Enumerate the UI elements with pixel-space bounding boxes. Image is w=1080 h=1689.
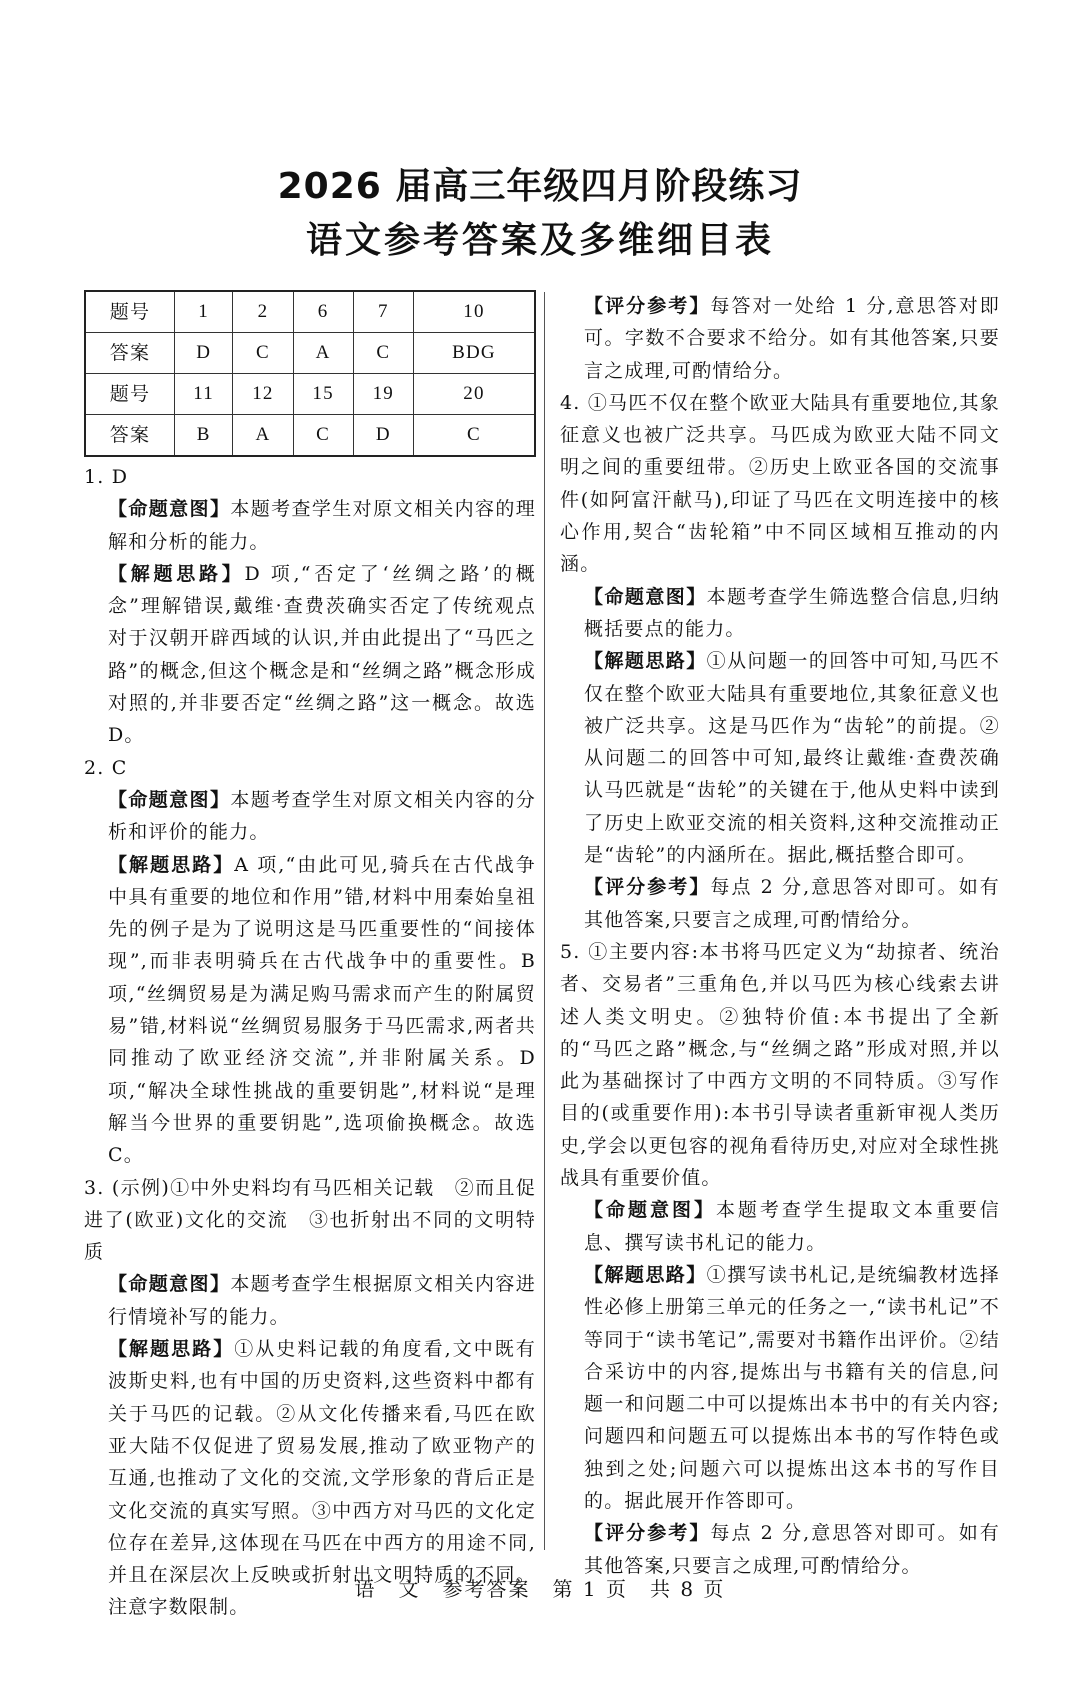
answer-table-cell: D: [353, 415, 413, 457]
q5-scoring: 【评分参考】每点 2 分,意思答对即可。如有其他答案,只要言之成理,可酌情给分。: [584, 1522, 1000, 1577]
answer-table-cell: C: [413, 415, 535, 457]
intent-tag: 【命题意图】: [108, 788, 231, 811]
answer-table-cell: BDG: [413, 333, 535, 374]
page-footer: 语 文 参考答案 第 1 页 共 8 页: [354, 1577, 726, 1601]
q2-intent: 【命题意图】本题考查学生对原文相关内容的分析和评价的能力。: [108, 788, 536, 844]
thinking-tag: 【解题思路】: [584, 1263, 707, 1286]
q5-answer: 5. ①主要内容:本书将马匹定义为“劫掠者、统治者、交易者”三重角色,并以马匹为核心线索去讲述人类文明史。②独特价值:本书提出了全新的“马匹之路”概念,与“丝绸之路”形成对照,并以此为基础探讨了中西方文明的不同特质。③写作目的(或重要作用):本书引导读者重新审视人类历史,学会以更包容的视角看待历史,对应对全球性挑战具有重要价值。: [560, 940, 1000, 1190]
q1-answer: 1. D: [84, 466, 129, 488]
answer-table-cell: 1: [175, 291, 233, 333]
answer-table-cell: 10: [413, 291, 535, 333]
answer-table-cell: 6: [293, 291, 353, 333]
column-divider: [544, 292, 545, 1550]
page-subtitle: 语文参考答案及多维细目表: [305, 220, 774, 261]
answer-table-row: [85, 374, 535, 415]
scoring-tag: 【评分参考】: [584, 1522, 711, 1545]
answer-table-row: [85, 415, 535, 457]
question-5: [560, 936, 1000, 1582]
question-2: [84, 752, 536, 1172]
answer-table-cell: A: [233, 415, 293, 457]
q5-intent: 【命题意图】本题考查学生提取文本重要信息、撰写读书札记的能力。: [584, 1199, 1000, 1254]
question-1: [84, 461, 536, 752]
q3-intent: 【命题意图】本题考查学生根据原文相关内容进行情境补写的能力。: [108, 1273, 536, 1328]
intent-tag: 【命题意图】: [108, 498, 231, 521]
q2-answer: 2. C: [84, 756, 128, 779]
intent-tag: 【命题意图】: [584, 1199, 716, 1222]
q4-thinking: 【解题思路】①从问题一的回答中可知,马匹不仅在整个欧亚大陆具有重要地位,其象征意义也被广泛共享。这是马匹作为“齿轮”的前提。②从问题二的回答中可知,最终让戴维·查费茨确认马匹就是“齿轮”的关键在于,他从史料中读到了历史上欧亚交流的相关资料,这种交流推动正是“齿轮”的内涵所在。据此,概括整合即可。: [584, 650, 1001, 867]
scoring-tag: 【评分参考】: [584, 876, 711, 899]
question-4: [560, 387, 1000, 936]
intent-tag: 【命题意图】: [584, 585, 707, 608]
q3-answer: 3. (示例)①中外史料均有马匹相关记载 ②而且促进了(欧亚)文化的交流 ③也折射出不同的文明特质: [84, 1176, 536, 1264]
answer-table-cell: 11: [175, 374, 233, 415]
q3-scoring: 【评分参考】每答对一处给 1 分,意思答对即可。字数不合要求不给分。如有其他答案,只要言之成理,可酌情给分。: [584, 295, 1000, 382]
left-column: [84, 290, 536, 1624]
answer-table-cell: D: [175, 333, 233, 374]
answer-table-cell: 7: [353, 291, 413, 333]
q5-thinking: 【解题思路】①撰写读书札记,是统编教材选择性必修上册第三单元的任务之一,“读书札记”不等同于“读书笔记”,需要对书籍作出评价。②结合采访中的内容,提炼出与书籍有关的信息,问题一和问题二中可以提炼出本书中的有关内容;问题四和问题五可以提炼出本书的写作特色或独到之处;问题六可以提炼出这本书的写作目的。据此展开作答即可。: [584, 1263, 1001, 1512]
right-column: [560, 290, 1000, 1582]
answer-table-cell: B: [175, 415, 233, 457]
answer-table-cell: 19: [353, 374, 413, 415]
q4-scoring: 【评分参考】每点 2 分,意思答对即可。如有其他答案,只要言之成理,可酌情给分。: [584, 876, 1000, 931]
thinking-tag: 【解题思路】: [108, 562, 245, 585]
answer-table-header-cell: 答案: [85, 333, 175, 374]
scoring-tag: 【评分参考】: [584, 295, 711, 317]
q1-thinking: 【解题思路】D 项,“否定了‘丝绸之路’的概念”理解错误,戴维·查费茨确实否定了传统观点对于汉朝开辟西域的认识,并由此提出了“马匹之路”的概念,但这个概念是和“丝绸之路”概念形成对照的,并非要否定“丝绸之路”这一概念。故选 D。: [108, 562, 536, 747]
q3-thinking: 【解题思路】①从史料记载的角度看,文中既有波斯史料,也有中国的历史资料,这些资料中都有关于马匹的记载。②从文化传播来看,马匹在欧亚大陆不仅促进了贸易发展,推动了欧亚物产的互通,也推动了文化的交流,文学形象的背后正是文化交流的真实写照。③中西方对马匹的文化定位存在差异,这体现在马匹在中西方的用途不同,并且在深层次上反映或折射出文明特质的不同。注意字数限制。: [108, 1338, 536, 1619]
page-title: 2026 届高三年级四月阶段练习: [277, 166, 803, 207]
answer-table-header-cell: 题号: [85, 291, 175, 333]
q1-intent: 【命题意图】本题考查学生对原文相关内容的理解和分析的能力。: [108, 498, 536, 553]
answer-table-header-cell: 答案: [85, 415, 175, 457]
answer-table-cell: A: [293, 333, 353, 374]
answer-table-cell: C: [293, 415, 353, 457]
q4-answer: 4. ①马匹不仅在整个欧亚大陆具有重要地位,其象征意义也被广泛共享。马匹成为欧亚大陆不同文明之间的重要纽带。②历史上欧亚各国的交流事件(如阿富汗献马),印证了马匹在文明连接中的核心作用,契合“齿轮箱”中不同区域相互推动的内涵。: [560, 391, 1000, 576]
answer-table-cell: 15: [293, 374, 353, 415]
thinking-tag: 【解题思路】: [584, 650, 707, 673]
answer-table-row: [85, 333, 535, 374]
answer-table-header-cell: 题号: [85, 374, 175, 415]
question-3: [84, 1172, 536, 1624]
answer-table-cell: 20: [413, 374, 535, 415]
answer-table: [84, 290, 536, 457]
answer-table-row: [85, 291, 535, 333]
thinking-tag: 【解题思路】: [108, 853, 235, 876]
q4-intent: 【命题意图】本题考查学生筛选整合信息,归纳概括要点的能力。: [584, 585, 1001, 640]
answer-table-cell: 2: [233, 291, 293, 333]
answer-table-cell: C: [233, 333, 293, 374]
q2-thinking: 【解题思路】A 项,“由此可见,骑兵在古代战争中具有重要的地位和作用”错,材料中用秦始皇祖先的例子是为了说明这是马匹重要性的“间接体现”,而非表明骑兵在古代战争中的重要性。B 项,“丝绸贸易是为满足购马需求而产生的附属贸易”错,材料说“丝绸贸易服务于马匹需求,两者共同推动了欧亚经济交流”,并非附属关系。D 项,“解决全球性挑战的重要钥匙”,材料说“是理解当今世界的重要钥匙”,选项偷换概念。故选 C。: [108, 853, 536, 1167]
answer-table-cell: C: [353, 333, 413, 374]
intent-tag: 【命题意图】: [108, 1273, 231, 1296]
answer-table-cell: 12: [233, 374, 293, 415]
thinking-tag: 【解题思路】: [108, 1338, 235, 1361]
